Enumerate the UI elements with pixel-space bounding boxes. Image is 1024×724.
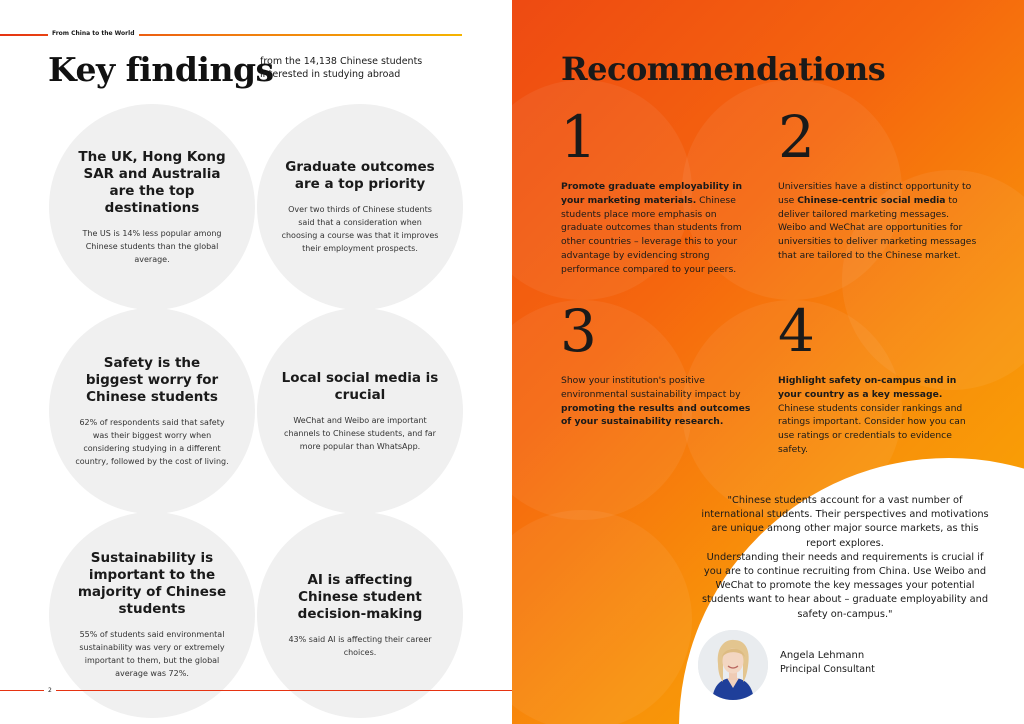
recommendation-text (561, 374, 757, 429)
finding-heading: Graduate outcomes are a top priority (285, 159, 435, 192)
page-title: Key findings (48, 50, 274, 89)
finding-circle (257, 512, 463, 718)
quote-paragraph: Understanding their needs and requirements is crucial if you are to continue recruiting from China. Use Weibo and WeChat to promote the key messages your potential students want to hear about – graduate employability and safety on-campus." (701, 551, 989, 620)
recommendation-number: 2 (778, 103, 815, 171)
finding-text: 62% of respondents said that safety was their biggest worry when considering studying in a different country, followed by the cost of living. (75, 417, 229, 466)
finding-circle (257, 104, 463, 310)
quote-paragraph: "Chinese students account for a vast number of international students. Their perspectives and motivations are unique among other major source markets, as this report explores. (701, 495, 989, 549)
finding-circle (49, 308, 255, 514)
finding-circle (257, 308, 463, 514)
decorative-circle (512, 510, 692, 724)
recommendation-emphasis: promoting the results and outcomes of your sustainability research. (561, 402, 751, 428)
recommendation-text (778, 180, 978, 263)
page-number: 2 (44, 687, 56, 694)
recommendation-number: 4 (778, 297, 815, 365)
recommendation-number: 3 (560, 297, 597, 365)
running-head: From China to the World (48, 30, 139, 37)
recommendation-body: to deliver tailored marketing messages. Weibo and WeChat are opportunities for universities to deliver marketing messages that are tailored to the Chinese market. (778, 194, 977, 261)
person-portrait-icon (698, 630, 768, 700)
finding-text: Over two thirds of Chinese students said that a consideration when choosing a course was that it improves their employment prospects. (281, 205, 439, 253)
recommendation-emphasis: Highlight safety on-campus and in your country as a key message. (778, 375, 957, 400)
recommendation-emphasis: Chinese-centric social media (797, 194, 946, 206)
finding-heading: Sustainability is important to the majority of Chinese students (77, 550, 227, 617)
footer-rule (0, 690, 512, 691)
finding-text: 43% said AI is affecting their career choices. (288, 634, 432, 657)
finding-heading: Safety is the biggest worry for Chinese students (85, 354, 219, 405)
page-subtitle: from the 14,138 Chinese students interested in studying abroad (260, 56, 423, 80)
finding-text: The US is 14% less popular among Chinese students than the global average. (82, 228, 222, 264)
finding-text: 55% of students said environmental sustainability was very or extremely important to them, but the global average was 72%. (79, 630, 225, 678)
avatar (698, 630, 768, 700)
recommendations-page (512, 0, 1024, 724)
person-role: Principal Consultant (780, 664, 875, 675)
finding-circle (49, 512, 255, 718)
recommendation-body: Show your institution's positive environmental sustainability impact by (561, 375, 741, 400)
finding-heading: The UK, Hong Kong SAR and Australia are the top destinations (78, 148, 226, 216)
recommendation-text (561, 180, 757, 277)
pull-quote (700, 494, 990, 622)
finding-circle (49, 104, 255, 310)
recommendation-number: 1 (560, 103, 597, 171)
person-name: Angela Lehmann (780, 650, 865, 661)
finding-heading: Local social media is crucial (281, 369, 439, 403)
recommendation-body: Chinese students place more emphasis on graduate outcomes than students from other countries – leverage this to your advantage by evidencing strong performance compared to your peers. (561, 194, 742, 275)
recommendation-emphasis: Promote graduate employability in your marketing materials. (561, 181, 743, 206)
recommendation-text (778, 374, 978, 457)
page-title: Recommendations (561, 50, 886, 88)
recommendation-body: Chinese students consider rankings and ratings important. Consider how you can use ratings or credentials to evidence safety. (778, 402, 966, 455)
recommendation-body: Universities have a distinct opportunity to use (778, 181, 972, 206)
finding-heading: AI is affecting Chinese student decision-making (297, 571, 423, 622)
finding-text: WeChat and Weibo are important channels to Chinese students, and far more popular than WhatsApp. (284, 415, 436, 451)
